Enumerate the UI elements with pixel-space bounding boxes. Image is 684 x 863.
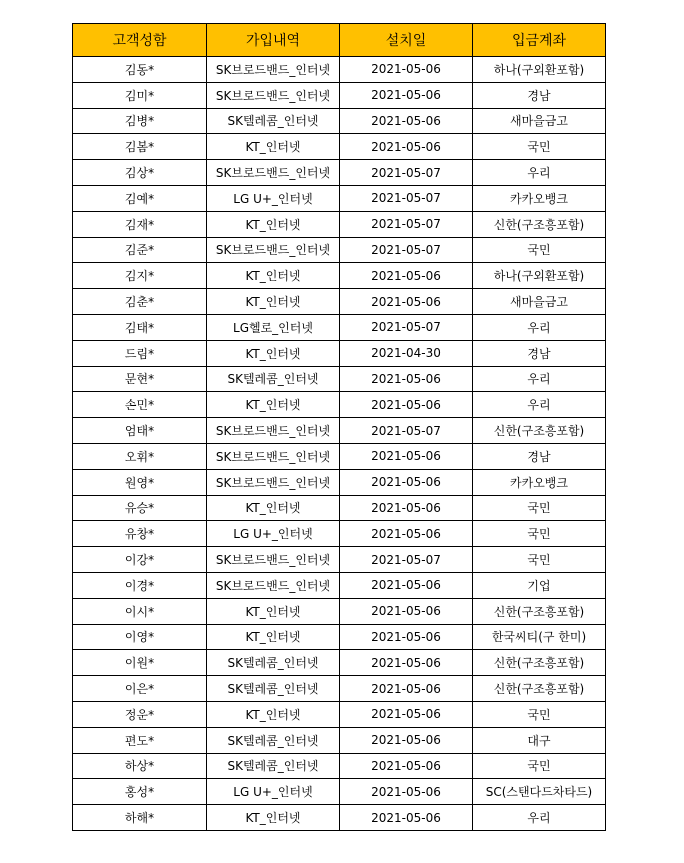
table-row — [73, 598, 606, 624]
cell-subscription: KT_인터넷 — [207, 392, 340, 418]
cell-customer-name: 김동* — [73, 57, 207, 83]
cell-deposit-account: 신한(구조흥포함) — [473, 418, 606, 444]
table-row — [73, 779, 606, 805]
cell-install-date: 2021-04-30 — [340, 340, 473, 366]
table-row — [73, 443, 606, 469]
table-row — [73, 82, 606, 108]
cell-deposit-account: 신한(구조흥포함) — [473, 650, 606, 676]
cell-subscription: SK브로드밴드_인터넷 — [207, 418, 340, 444]
cell-customer-name: 김미* — [73, 82, 207, 108]
cell-deposit-account: 신한(구조흥포함) — [473, 211, 606, 237]
cell-install-date: 2021-05-06 — [340, 82, 473, 108]
cell-subscription: SK브로드밴드_인터넷 — [207, 443, 340, 469]
table-row — [73, 495, 606, 521]
cell-customer-name: 김예* — [73, 185, 207, 211]
cell-install-date: 2021-05-06 — [340, 650, 473, 676]
cell-deposit-account: 국민 — [473, 753, 606, 779]
cell-customer-name: 하해* — [73, 805, 207, 831]
cell-customer-name: 이강* — [73, 547, 207, 573]
cell-subscription: KT_인터넷 — [207, 340, 340, 366]
cell-install-date: 2021-05-06 — [340, 57, 473, 83]
cell-install-date: 2021-05-07 — [340, 547, 473, 573]
cell-deposit-account: 대구 — [473, 727, 606, 753]
cell-subscription: LG U+_인터넷 — [207, 521, 340, 547]
cell-install-date: 2021-05-07 — [340, 237, 473, 263]
table-row — [73, 57, 606, 83]
cell-customer-name: 이시* — [73, 598, 207, 624]
cell-customer-name: 이원* — [73, 650, 207, 676]
header-subscription: 가입내역 — [207, 24, 340, 57]
table-row — [73, 392, 606, 418]
cell-subscription: SK텔레콤_인터넷 — [207, 753, 340, 779]
cell-deposit-account: 경남 — [473, 443, 606, 469]
cell-deposit-account: 국민 — [473, 237, 606, 263]
cell-subscription: LG U+_인터넷 — [207, 185, 340, 211]
cell-subscription: SK브로드밴드_인터넷 — [207, 57, 340, 83]
table-row — [73, 469, 606, 495]
cell-deposit-account: 국민 — [473, 495, 606, 521]
cell-deposit-account: 국민 — [473, 547, 606, 573]
cell-deposit-account: 신한(구조흥포함) — [473, 676, 606, 702]
cell-customer-name: 김태* — [73, 314, 207, 340]
cell-subscription: SK텔레콤_인터넷 — [207, 676, 340, 702]
cell-subscription: KT_인터넷 — [207, 289, 340, 315]
cell-subscription: LG U+_인터넷 — [207, 779, 340, 805]
table-row — [73, 624, 606, 650]
cell-customer-name: 하상* — [73, 753, 207, 779]
cell-customer-name: 김재* — [73, 211, 207, 237]
cell-customer-name: 이경* — [73, 572, 207, 598]
cell-customer-name: 김지* — [73, 263, 207, 289]
cell-deposit-account: 새마을금고 — [473, 108, 606, 134]
cell-deposit-account: 국민 — [473, 701, 606, 727]
cell-install-date: 2021-05-07 — [340, 314, 473, 340]
cell-customer-name: 손민* — [73, 392, 207, 418]
cell-install-date: 2021-05-06 — [340, 572, 473, 598]
cell-deposit-account: 새마을금고 — [473, 289, 606, 315]
table-row — [73, 108, 606, 134]
cell-customer-name: 원영* — [73, 469, 207, 495]
table-row — [73, 160, 606, 186]
cell-customer-name: 문현* — [73, 366, 207, 392]
table-row — [73, 418, 606, 444]
table-body — [73, 57, 606, 831]
cell-deposit-account: 우리 — [473, 805, 606, 831]
cell-customer-name: 유승* — [73, 495, 207, 521]
table-header — [73, 24, 606, 57]
table-row — [73, 805, 606, 831]
cell-customer-name: 오휘* — [73, 443, 207, 469]
header-customer-name: 고객성함 — [73, 24, 207, 57]
cell-customer-name: 이은* — [73, 676, 207, 702]
header-row — [73, 24, 606, 57]
cell-deposit-account: 신한(구조흥포함) — [473, 598, 606, 624]
cell-install-date: 2021-05-06 — [340, 521, 473, 547]
cell-install-date: 2021-05-06 — [340, 366, 473, 392]
cell-deposit-account: 국민 — [473, 134, 606, 160]
table-row — [73, 289, 606, 315]
table-row — [73, 650, 606, 676]
cell-subscription: KT_인터넷 — [207, 263, 340, 289]
table-row — [73, 521, 606, 547]
table-row — [73, 547, 606, 573]
cell-install-date: 2021-05-06 — [340, 779, 473, 805]
cell-install-date: 2021-05-06 — [340, 701, 473, 727]
cell-deposit-account: 한국씨티(구 한미) — [473, 624, 606, 650]
cell-deposit-account: 우리 — [473, 160, 606, 186]
cell-deposit-account: 국민 — [473, 521, 606, 547]
table-row — [73, 701, 606, 727]
cell-subscription: SK브로드밴드_인터넷 — [207, 160, 340, 186]
cell-customer-name: 엄태* — [73, 418, 207, 444]
cell-install-date: 2021-05-06 — [340, 676, 473, 702]
cell-deposit-account: 경남 — [473, 82, 606, 108]
cell-deposit-account: 하나(구외환포함) — [473, 57, 606, 83]
cell-install-date: 2021-05-07 — [340, 211, 473, 237]
cell-install-date: 2021-05-06 — [340, 753, 473, 779]
cell-subscription: SK브로드밴드_인터넷 — [207, 237, 340, 263]
cell-install-date: 2021-05-06 — [340, 495, 473, 521]
cell-subscription: KT_인터넷 — [207, 134, 340, 160]
cell-deposit-account: 기업 — [473, 572, 606, 598]
cell-subscription: LG헬로_인터넷 — [207, 314, 340, 340]
cell-deposit-account: 우리 — [473, 314, 606, 340]
table-row — [73, 211, 606, 237]
header-install-date: 설치일 — [340, 24, 473, 57]
cell-subscription: SK텔레콤_인터넷 — [207, 366, 340, 392]
cell-customer-name: 정운* — [73, 701, 207, 727]
cell-subscription: KT_인터넷 — [207, 624, 340, 650]
table-row — [73, 134, 606, 160]
cell-deposit-account: 카카오뱅크 — [473, 469, 606, 495]
table-row — [73, 263, 606, 289]
cell-install-date: 2021-05-07 — [340, 185, 473, 211]
customer-table — [72, 23, 606, 831]
cell-customer-name: 이영* — [73, 624, 207, 650]
cell-install-date: 2021-05-06 — [340, 469, 473, 495]
cell-subscription: SK브로드밴드_인터넷 — [207, 572, 340, 598]
cell-customer-name: 유창* — [73, 521, 207, 547]
cell-install-date: 2021-05-07 — [340, 160, 473, 186]
cell-subscription: SK브로드밴드_인터넷 — [207, 82, 340, 108]
cell-deposit-account: 우리 — [473, 392, 606, 418]
table-row — [73, 572, 606, 598]
cell-customer-name: 김준* — [73, 237, 207, 263]
cell-install-date: 2021-05-06 — [340, 392, 473, 418]
cell-deposit-account: 카카오뱅크 — [473, 185, 606, 211]
cell-subscription: SK브로드밴드_인터넷 — [207, 547, 340, 573]
header-deposit-account: 입금계좌 — [473, 24, 606, 57]
cell-deposit-account: 우리 — [473, 366, 606, 392]
cell-install-date: 2021-05-06 — [340, 727, 473, 753]
cell-customer-name: 편도* — [73, 727, 207, 753]
table-row — [73, 727, 606, 753]
table-row — [73, 185, 606, 211]
cell-install-date: 2021-05-06 — [340, 598, 473, 624]
cell-customer-name: 드림* — [73, 340, 207, 366]
cell-deposit-account: 하나(구외환포함) — [473, 263, 606, 289]
table-row — [73, 314, 606, 340]
cell-install-date: 2021-05-06 — [340, 805, 473, 831]
cell-install-date: 2021-05-07 — [340, 418, 473, 444]
cell-subscription: KT_인터넷 — [207, 211, 340, 237]
cell-customer-name: 김춘* — [73, 289, 207, 315]
cell-install-date: 2021-05-06 — [340, 443, 473, 469]
cell-subscription: SK텔레콤_인터넷 — [207, 108, 340, 134]
cell-subscription: KT_인터넷 — [207, 495, 340, 521]
cell-customer-name: 홍성* — [73, 779, 207, 805]
table-row — [73, 753, 606, 779]
cell-subscription: SK브로드밴드_인터넷 — [207, 469, 340, 495]
cell-install-date: 2021-05-06 — [340, 289, 473, 315]
cell-customer-name: 김상* — [73, 160, 207, 186]
table-row — [73, 366, 606, 392]
cell-install-date: 2021-05-06 — [340, 624, 473, 650]
cell-deposit-account: 경남 — [473, 340, 606, 366]
cell-subscription: KT_인터넷 — [207, 805, 340, 831]
cell-customer-name: 김봄* — [73, 134, 207, 160]
table-row — [73, 237, 606, 263]
table-row — [73, 340, 606, 366]
cell-subscription: SK텔레콤_인터넷 — [207, 727, 340, 753]
cell-install-date: 2021-05-06 — [340, 134, 473, 160]
cell-subscription: KT_인터넷 — [207, 701, 340, 727]
cell-install-date: 2021-05-06 — [340, 263, 473, 289]
cell-deposit-account: SC(스탠다드차타드) — [473, 779, 606, 805]
cell-customer-name: 김병* — [73, 108, 207, 134]
cell-install-date: 2021-05-06 — [340, 108, 473, 134]
cell-subscription: KT_인터넷 — [207, 598, 340, 624]
table-row — [73, 676, 606, 702]
cell-subscription: SK텔레콤_인터넷 — [207, 650, 340, 676]
